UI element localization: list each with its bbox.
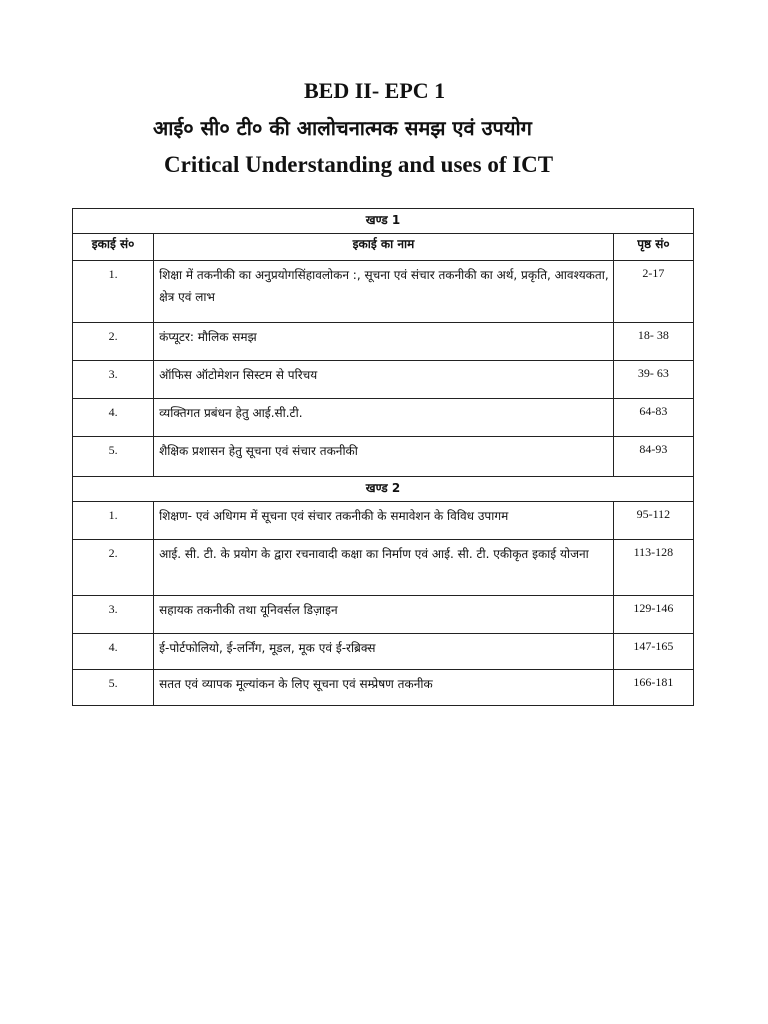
table-row xyxy=(73,596,694,634)
section-header-row xyxy=(73,477,694,502)
unit-number: 1. xyxy=(73,502,154,540)
unit-pages: 95-112 xyxy=(613,502,693,540)
unit-pages: 166-181 xyxy=(613,670,693,706)
table-row xyxy=(73,437,694,477)
unit-name: सहायक तकनीकी तथा यूनिवर्सल डिज़ाइन xyxy=(154,596,614,634)
unit-pages: 39- 63 xyxy=(613,361,693,399)
table-row xyxy=(73,261,694,323)
unit-pages: 129-146 xyxy=(613,596,693,634)
unit-number: 4. xyxy=(73,634,154,670)
unit-name: कंप्यूटर: मौलिक समझ xyxy=(154,323,614,361)
table-row xyxy=(73,361,694,399)
unit-pages: 84-93 xyxy=(613,437,693,477)
unit-number: 5. xyxy=(73,670,154,706)
unit-pages: 147-165 xyxy=(613,634,693,670)
unit-name: शिक्षा में तकनीकी का अनुप्रयोगसिंहावलोकन :, सूचना एवं संचार तकनीकी का अर्थ, प्रकृति, आवश्यकता, क्षेत्र एवं लाभ xyxy=(154,261,614,323)
unit-number: 2. xyxy=(73,323,154,361)
unit-name: व्यक्तिगत प्रबंधन हेतु आई.सी.टी. xyxy=(154,399,614,437)
column-header-row xyxy=(73,234,694,261)
unit-name: ई-पोर्टफोलियो, ई-लर्निंग, मूडल, मूक एवं ई-रब्रिक्स xyxy=(154,634,614,670)
unit-number: 4. xyxy=(73,399,154,437)
column-header-page-no: पृष्ठ सं० xyxy=(613,234,693,261)
table-row xyxy=(73,399,694,437)
unit-number: 3. xyxy=(73,596,154,634)
table-row xyxy=(73,502,694,540)
unit-pages: 2-17 xyxy=(613,261,693,323)
unit-name: ऑफिस ऑटोमेशन सिस्टम से परिचय xyxy=(154,361,614,399)
column-header-unit-no: इकाई सं० xyxy=(73,234,154,261)
unit-pages: 18- 38 xyxy=(613,323,693,361)
unit-pages: 113-128 xyxy=(613,540,693,596)
unit-name: सतत एवं व्यापक मूल्यांकन के लिए सूचना एवं सम्प्रेषण तकनीक xyxy=(154,670,614,706)
table-row xyxy=(73,670,694,706)
unit-number: 3. xyxy=(73,361,154,399)
unit-number: 2. xyxy=(73,540,154,596)
section-title: खण्ड 1 xyxy=(73,209,694,234)
unit-number: 1. xyxy=(73,261,154,323)
course-title-english: Critical Understanding and uses of ICT xyxy=(164,152,554,177)
section-header-row xyxy=(73,209,694,234)
unit-name: आई. सी. टी. के प्रयोग के द्वारा रचनावादी कक्षा का निर्माण एवं आई. सी. टी. एकीकृत इकाई योजना xyxy=(154,540,614,596)
course-code: BED II- EPC 1 xyxy=(304,78,446,103)
course-title-hindi: आई० सी० टी० की आलोचनात्मक समझ एवं उपयोग xyxy=(153,116,532,140)
section-title: खण्ड 2 xyxy=(73,477,694,502)
unit-pages: 64-83 xyxy=(613,399,693,437)
contents-table xyxy=(72,208,694,706)
unit-name: शिक्षण- एवं अधिगम में सूचना एवं संचार तकनीकी के समावेशन के विविध उपागम xyxy=(154,502,614,540)
table-row xyxy=(73,540,694,596)
table-row xyxy=(73,634,694,670)
column-header-unit-name: इकाई का नाम xyxy=(154,234,614,261)
unit-number: 5. xyxy=(73,437,154,477)
table-row xyxy=(73,323,694,361)
unit-name: शैक्षिक प्रशासन हेतु सूचना एवं संचार तकनीकी xyxy=(154,437,614,477)
